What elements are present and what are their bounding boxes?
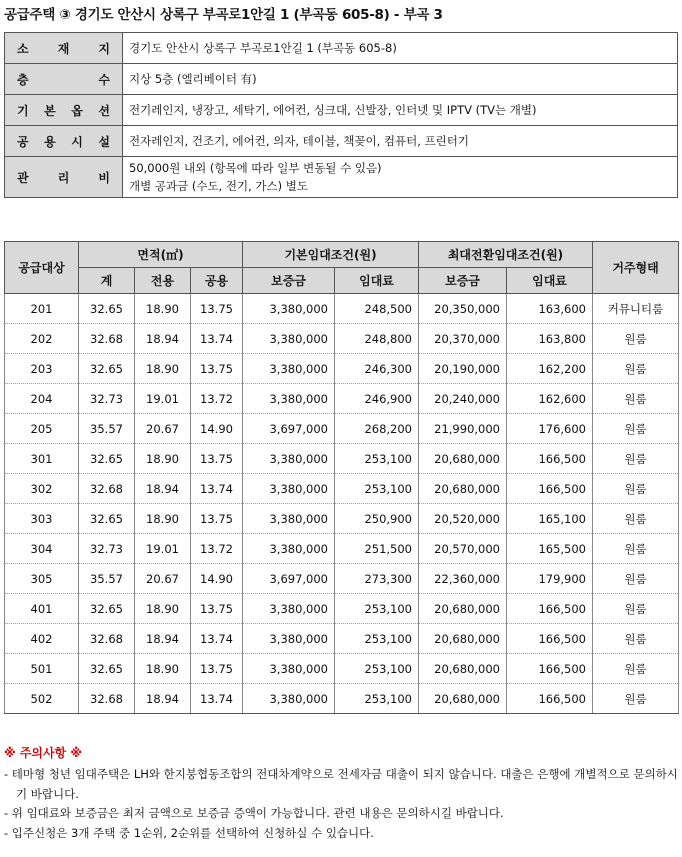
basic-rent-cell: 253,100 [335, 594, 419, 624]
area-total-cell: 32.68 [79, 624, 135, 654]
area-exclusive-cell: 18.94 [135, 684, 191, 714]
residence-type-cell: 원룸 [593, 624, 679, 654]
max-deposit-cell: 20,680,000 [419, 624, 507, 654]
basic-rent-cell: 253,100 [335, 444, 419, 474]
area-common-cell: 13.74 [191, 474, 243, 504]
max-rent-cell: 166,500 [507, 444, 593, 474]
notes-section [4, 744, 680, 843]
max-rent-cell: 165,100 [507, 504, 593, 534]
area-common-cell: 13.74 [191, 324, 243, 354]
info-value [123, 95, 678, 126]
max-rent-cell: 166,500 [507, 624, 593, 654]
basic-rent-cell: 253,100 [335, 654, 419, 684]
note-item: - 테마형 청년 임대주택은 LH와 한지붕협동조합의 전대차계약으로 전세자금 대출이 되지 않습니다. 대출은 은행에 개별적으로 문의하시기 바랍니다. [4, 767, 678, 801]
info-label [5, 157, 123, 198]
note-item: - 입주신청은 3개 주택 중 1순위, 2순위를 선택하여 신청하실 수 있습니다. [4, 825, 374, 840]
header-deposit-max: 보증금 [419, 268, 507, 294]
basic-deposit-cell: 3,380,000 [243, 384, 335, 414]
area-common-cell: 13.74 [191, 684, 243, 714]
area-exclusive-cell: 19.01 [135, 384, 191, 414]
area-exclusive-cell: 18.90 [135, 594, 191, 624]
area-common-cell: 13.75 [191, 594, 243, 624]
table-row [5, 444, 679, 474]
table-row [5, 594, 679, 624]
area-common-cell: 13.72 [191, 384, 243, 414]
unit-number-cell: 202 [5, 324, 79, 354]
area-exclusive-cell: 18.94 [135, 624, 191, 654]
unit-number-cell: 205 [5, 414, 79, 444]
residence-type-cell: 원룸 [593, 384, 679, 414]
table-row [5, 294, 679, 324]
table-row [5, 384, 679, 414]
max-deposit-cell: 20,240,000 [419, 384, 507, 414]
info-row [5, 126, 678, 157]
header-rent: 임대료 [335, 268, 419, 294]
area-total-cell: 32.65 [79, 444, 135, 474]
info-label-char: 층 [17, 72, 29, 87]
basic-deposit-cell: 3,380,000 [243, 594, 335, 624]
max-deposit-cell: 22,360,000 [419, 564, 507, 594]
info-value-line: 전자레인지, 건조기, 에어컨, 의자, 테이블, 책꽂이, 컴퓨터, 프린터기 [129, 134, 470, 148]
basic-rent-cell: 273,300 [335, 564, 419, 594]
area-exclusive-cell: 18.94 [135, 324, 191, 354]
unit-number-cell: 304 [5, 534, 79, 564]
basic-deposit-cell: 3,380,000 [243, 294, 335, 324]
info-row [5, 157, 678, 198]
basic-deposit-cell: 3,380,000 [243, 354, 335, 384]
basic-deposit-cell: 3,697,000 [243, 564, 335, 594]
residence-type-cell: 원룸 [593, 504, 679, 534]
unit-number-cell: 204 [5, 384, 79, 414]
max-rent-cell: 166,500 [507, 684, 593, 714]
area-total-cell: 32.68 [79, 324, 135, 354]
basic-deposit-cell: 3,380,000 [243, 684, 335, 714]
max-deposit-cell: 20,680,000 [419, 444, 507, 474]
unit-number-cell: 302 [5, 474, 79, 504]
info-label-char: 재 [57, 41, 70, 56]
area-exclusive-cell: 18.90 [135, 354, 191, 384]
table-row [5, 414, 679, 444]
area-common-cell: 13.75 [191, 444, 243, 474]
area-total-cell: 35.57 [79, 564, 135, 594]
table-row [5, 324, 679, 354]
area-exclusive-cell: 18.90 [135, 444, 191, 474]
residence-type-cell: 원룸 [593, 564, 679, 594]
area-common-cell: 14.90 [191, 564, 243, 594]
info-label-char: 리 [57, 170, 70, 185]
max-rent-cell: 176,600 [507, 414, 593, 444]
area-exclusive-cell: 20.67 [135, 414, 191, 444]
residence-type-cell: 커뮤니티룸 [593, 294, 679, 324]
area-common-cell: 13.75 [191, 504, 243, 534]
max-deposit-cell: 20,350,000 [419, 294, 507, 324]
info-label-char: 설 [98, 134, 110, 149]
area-total-cell: 32.68 [79, 684, 135, 714]
unit-number-cell: 203 [5, 354, 79, 384]
area-common-cell: 13.75 [191, 354, 243, 384]
basic-rent-cell: 253,100 [335, 624, 419, 654]
residence-type-cell: 원룸 [593, 684, 679, 714]
residence-type-cell: 원룸 [593, 534, 679, 564]
info-label [5, 95, 123, 126]
basic-rent-cell: 253,100 [335, 474, 419, 504]
area-common-cell: 13.74 [191, 624, 243, 654]
info-label-char: 소 [17, 41, 29, 56]
unit-number-cell: 502 [5, 684, 79, 714]
max-rent-cell: 163,800 [507, 324, 593, 354]
basic-deposit-cell: 3,380,000 [243, 654, 335, 684]
info-label-char: 옵 [71, 103, 83, 118]
basic-deposit-cell: 3,380,000 [243, 624, 335, 654]
header-exclusive: 전용 [135, 268, 191, 294]
unit-number-cell: 501 [5, 654, 79, 684]
info-value-line: 개별 공과금 (수도, 전기, 가스) 별도 [129, 179, 308, 193]
info-label-char: 관 [17, 170, 29, 185]
basic-deposit-cell: 3,380,000 [243, 324, 335, 354]
table-row [5, 504, 679, 534]
basic-deposit-cell: 3,380,000 [243, 504, 335, 534]
basic-rent-cell: 246,900 [335, 384, 419, 414]
header-area: 면적(㎡) [79, 242, 243, 268]
info-row [5, 64, 678, 95]
info-value-line: 전기레인지, 냉장고, 세탁기, 에어컨, 싱크대, 신발장, 인터넷 및 IPTV (TV는 개별) [129, 103, 537, 117]
basic-rent-cell: 250,900 [335, 504, 419, 534]
basic-deposit-cell: 3,380,000 [243, 534, 335, 564]
max-deposit-cell: 21,990,000 [419, 414, 507, 444]
area-total-cell: 32.65 [79, 294, 135, 324]
max-deposit-cell: 20,680,000 [419, 474, 507, 504]
max-rent-cell: 166,500 [507, 594, 593, 624]
area-exclusive-cell: 18.90 [135, 654, 191, 684]
basic-rent-cell: 248,500 [335, 294, 419, 324]
area-total-cell: 32.73 [79, 534, 135, 564]
max-deposit-cell: 20,680,000 [419, 654, 507, 684]
area-total-cell: 32.73 [79, 384, 135, 414]
area-exclusive-cell: 18.90 [135, 504, 191, 534]
table-row [5, 624, 679, 654]
residence-type-cell: 원룸 [593, 414, 679, 444]
area-total-cell: 32.65 [79, 354, 135, 384]
max-deposit-cell: 20,570,000 [419, 534, 507, 564]
unit-number-cell: 201 [5, 294, 79, 324]
info-label-char: 지 [98, 41, 110, 56]
max-rent-cell: 179,900 [507, 564, 593, 594]
residence-type-cell: 원룸 [593, 324, 679, 354]
area-common-cell: 13.72 [191, 534, 243, 564]
max-deposit-cell: 20,370,000 [419, 324, 507, 354]
basic-rent-cell: 253,100 [335, 684, 419, 714]
residence-type-cell: 원룸 [593, 444, 679, 474]
basic-deposit-cell: 3,697,000 [243, 414, 335, 444]
info-label-char: 시 [71, 134, 83, 149]
unit-number-cell: 402 [5, 624, 79, 654]
property-info-table [4, 32, 678, 198]
residence-type-cell: 원룸 [593, 594, 679, 624]
table-row [5, 654, 679, 684]
table-row [5, 474, 679, 504]
max-rent-cell: 166,500 [507, 474, 593, 504]
area-exclusive-cell: 20.67 [135, 564, 191, 594]
max-deposit-cell: 20,520,000 [419, 504, 507, 534]
table-row [5, 684, 679, 714]
info-label-char: 션 [98, 103, 110, 118]
unit-number-cell: 303 [5, 504, 79, 534]
area-total-cell: 32.65 [79, 594, 135, 624]
header-max-rent: 최대전환임대조건(원) [419, 242, 593, 268]
header-supply: 공급대상 [5, 242, 79, 294]
info-value [123, 33, 678, 64]
area-total-cell: 35.57 [79, 414, 135, 444]
table-row [5, 564, 679, 594]
max-rent-cell: 163,600 [507, 294, 593, 324]
area-exclusive-cell: 19.01 [135, 534, 191, 564]
max-deposit-cell: 20,680,000 [419, 684, 507, 714]
basic-rent-cell: 251,500 [335, 534, 419, 564]
info-row [5, 95, 678, 126]
area-common-cell: 14.90 [191, 414, 243, 444]
unit-number-cell: 401 [5, 594, 79, 624]
info-value [123, 126, 678, 157]
area-exclusive-cell: 18.94 [135, 474, 191, 504]
header-deposit: 보증금 [243, 268, 335, 294]
area-exclusive-cell: 18.90 [135, 294, 191, 324]
max-rent-cell: 165,500 [507, 534, 593, 564]
max-deposit-cell: 20,680,000 [419, 594, 507, 624]
max-deposit-cell: 20,190,000 [419, 354, 507, 384]
header-common: 공용 [191, 268, 243, 294]
info-label-char: 수 [98, 72, 110, 87]
header-rent-max: 임대료 [507, 268, 593, 294]
basic-rent-cell: 268,200 [335, 414, 419, 444]
info-label-char: 공 [17, 134, 29, 149]
unit-number-cell: 305 [5, 564, 79, 594]
info-value-line: 경기도 안산시 상록구 부곡로1안길 1 (부곡동 605-8) [129, 41, 397, 55]
header-total: 계 [79, 268, 135, 294]
info-value-line: 50,000원 내외 (항목에 따라 일부 변동될 수 있음) [129, 161, 382, 175]
info-label-char: 기 [17, 103, 29, 118]
basic-rent-cell: 246,300 [335, 354, 419, 384]
table-row [5, 354, 679, 384]
header-type: 거주형태 [593, 242, 679, 294]
max-rent-cell: 162,600 [507, 384, 593, 414]
info-label [5, 64, 123, 95]
area-common-cell: 13.75 [191, 654, 243, 684]
info-value [123, 157, 678, 198]
basic-deposit-cell: 3,380,000 [243, 444, 335, 474]
area-total-cell: 32.65 [79, 504, 135, 534]
info-row [5, 33, 678, 64]
header-basic-rent: 기본임대조건(원) [243, 242, 419, 268]
residence-type-cell: 원룸 [593, 654, 679, 684]
unit-number-cell: 301 [5, 444, 79, 474]
basic-deposit-cell: 3,380,000 [243, 474, 335, 504]
max-rent-cell: 166,500 [507, 654, 593, 684]
info-value-line: 지상 5층 (엘리베이터 有) [129, 72, 257, 86]
unit-table [4, 241, 679, 714]
table-row [5, 534, 679, 564]
note-item: - 위 임대료와 보증금은 최저 금액으로 보증금 증액이 가능합니다. 관련 내용은 문의하시길 바랍니다. [4, 806, 504, 820]
info-label [5, 33, 123, 64]
max-rent-cell: 162,200 [507, 354, 593, 384]
area-common-cell: 13.75 [191, 294, 243, 324]
info-label [5, 126, 123, 157]
info-value [123, 64, 678, 95]
notes-heading: ※ 주의사항 ※ [4, 746, 83, 760]
residence-type-cell: 원룸 [593, 474, 679, 504]
basic-rent-cell: 248,800 [335, 324, 419, 354]
info-label-char: 용 [44, 134, 56, 149]
info-label-char: 비 [98, 170, 110, 185]
area-total-cell: 32.65 [79, 654, 135, 684]
area-total-cell: 32.68 [79, 474, 135, 504]
info-label-char: 본 [44, 103, 56, 118]
residence-type-cell: 원룸 [593, 354, 679, 384]
page-title: 공급주택 ③ 경기도 안산시 상록구 부곡로1안길 1 (부곡동 605-8) - 부곡 3 [4, 7, 443, 23]
